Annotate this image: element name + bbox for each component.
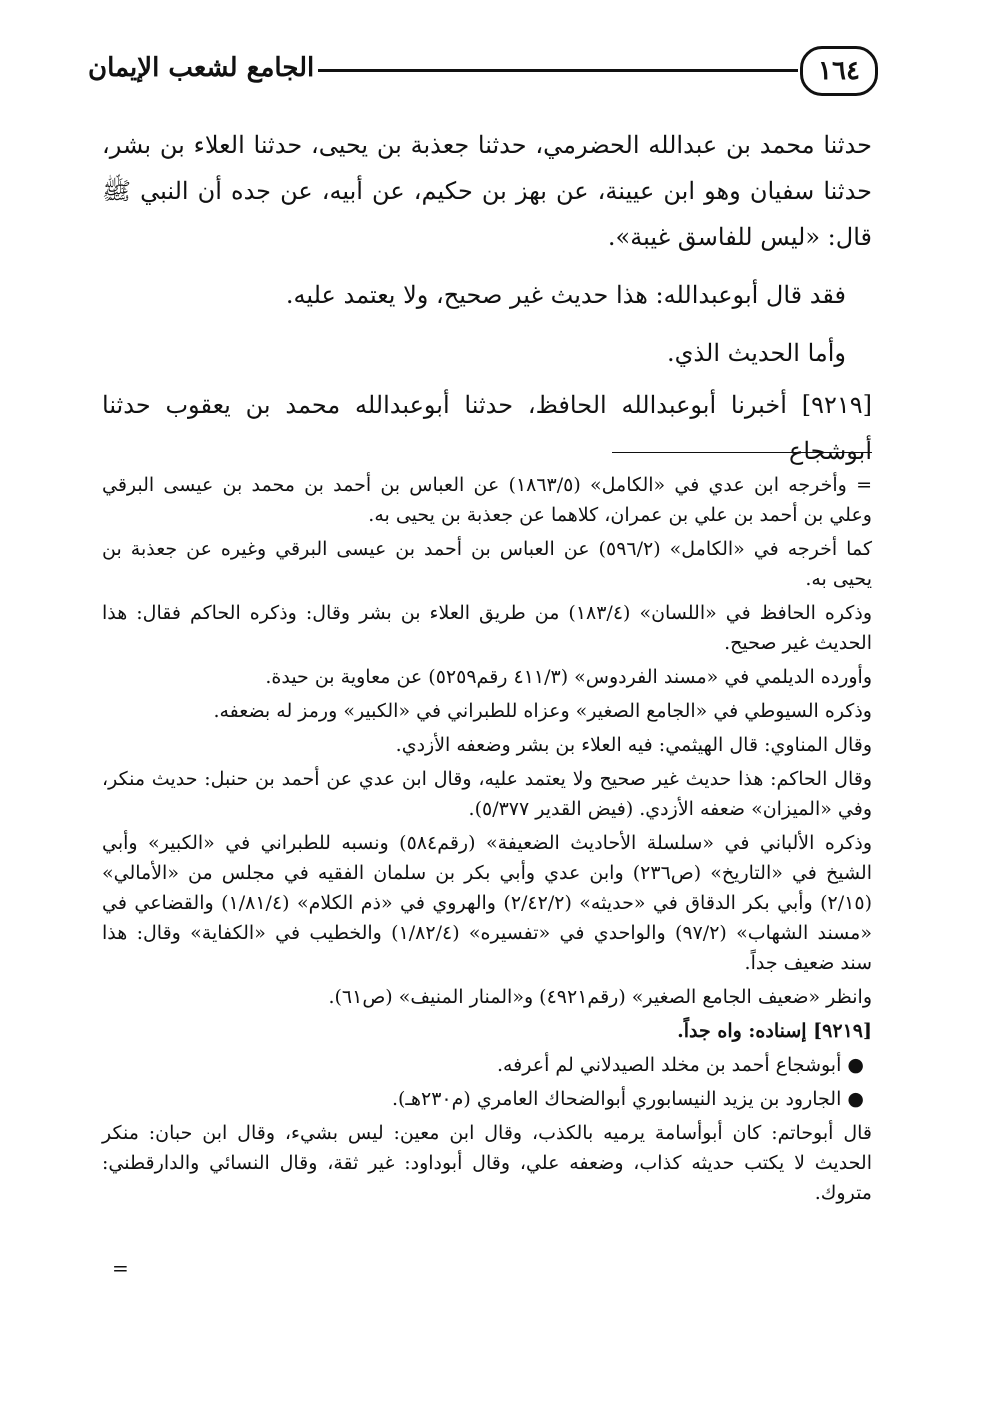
footnote-9: وانظر «ضعيف الجامع الصغير» (رقم٤٩٢١) و«المنار المنيف» (ص٦١).	[328, 986, 872, 1008]
main-paragraph-2: فقد قال أبوعبدالله: هذا حديث غير صحيح، ولا يعتمد عليه.	[285, 281, 846, 309]
isnad-heading: [٩٢١٩] إسناده: واه جداً.	[677, 1020, 872, 1042]
page-header	[88, 40, 878, 104]
footnote-4: وأورده الديلمي في «مسند الفردوس» (٤١١/٣ رقم٥٢٥٩) عن معاوية بن حيدة.	[265, 666, 872, 688]
footnote-divider	[612, 452, 872, 453]
main-paragraph-3: وأما الحديث الذي.	[667, 339, 846, 367]
book-title: الجامع لشعب الإيمان	[88, 53, 315, 83]
header-rule	[318, 69, 798, 72]
narrator-bullet-1: ● أبوشجاع أحمد بن مخلد الصيدلاني لم أعرفه.	[496, 1054, 864, 1076]
footnote-1: = وأخرجه ابن عدي في «الكامل» (١٨٦٣/٥) عن العباس بن أحمد بن محمد بن عيسى البرقي وعلي بن أحمد بن علي بن عمران، كلاهما عن جعذبة بن يحيى به.	[102, 474, 872, 526]
main-paragraph-4: [٩٢١٩] أخبرنا أبوعبدالله الحافظ، حدثنا أبوعبدالله محمد بن يعقوب حدثنا أبوشجاع	[102, 391, 872, 465]
footnote-3: وذكره الحافظ في «اللسان» (١٨٣/٤) من طريق العلاء بن بشر وقال: وذكره الحاكم فقال: هذا الحديث غير صحيح.	[102, 602, 872, 654]
footnote-8: وذكره الألباني في «سلسلة الأحاديث الضعيفة» (رقم٥٨٤) ونسبه للطبراني في «الكبير» وأبي الشيخ في «التاريخ» (ص٢٣٦) وابن عدي وأبي بكر بن سلمان الفقيه في مجلس من «الأمالي» (٢/١٥) وأبي بكر الدقاق في «حديثه» (٢/٤٢/٢) والهروي في «ذم الكلام» (١/٨١/٤) والقضاعي في «مسند الشهاب» (٩٧/٢) والواحدي في «تفسيره» (١/٨٢/٤) والخطيب في «الكفاية» وقال: هذا سند ضعيف جداً.	[102, 832, 872, 974]
footnote-5: وذكره السيوطي في «الجامع الصغير» وعزاه للطبراني في «الكبير» ورمز له بضعفه.	[213, 700, 872, 722]
footnotes	[102, 470, 872, 1212]
page-number: ١٦٤	[800, 46, 878, 96]
footnote-6: وقال المناوي: قال الهيثمي: فيه العلاء بن بشر وضعفه الأزدي.	[395, 734, 872, 756]
continuation-mark: =	[112, 1256, 129, 1280]
footnote-narrator-criticism: قال أبوحاتم: كان أبوأسامة يرميه بالكذب، وقال ابن معين: ليس بشيء، وقال ابن حبان: منكر الحديث لا يكتب حديثه كذاب، وضعفه علي، وقال أبوداود: غير ثقة، وقال النسائي والدارقطني: متروك.	[102, 1122, 872, 1204]
footnote-7: وقال الحاكم: هذا حديث غير صحيح ولا يعتمد عليه، وقال ابن عدي عن أحمد بن حنبل: حديث منكر، وفي «الميزان» ضعفه الأزدي. (فيض القدير ٥/٣٧٧).	[102, 768, 872, 820]
main-paragraph-1: حدثنا محمد بن عبدالله الحضرمي، حدثنا جعذبة بن يحيى، حدثنا العلاء بن بشر، حدثنا سفيان وهو ابن عيينة، عن بهز بن حكيم، عن أبيه، عن جده أن النبي ﷺ قال: «ليس للفاسق غيبة».	[102, 131, 872, 251]
main-text	[102, 122, 872, 474]
narrator-bullet-2: ● الجارود بن يزيد النيسابوري أبوالضحاك العامري (م٢٣٠هـ).	[391, 1088, 864, 1110]
footnote-2: كما أخرجه في «الكامل» (٥٩٦/٢) عن العباس بن أحمد بن عيسى البرقي وغيره عن جعذبة بن يحيى به.	[102, 538, 872, 590]
